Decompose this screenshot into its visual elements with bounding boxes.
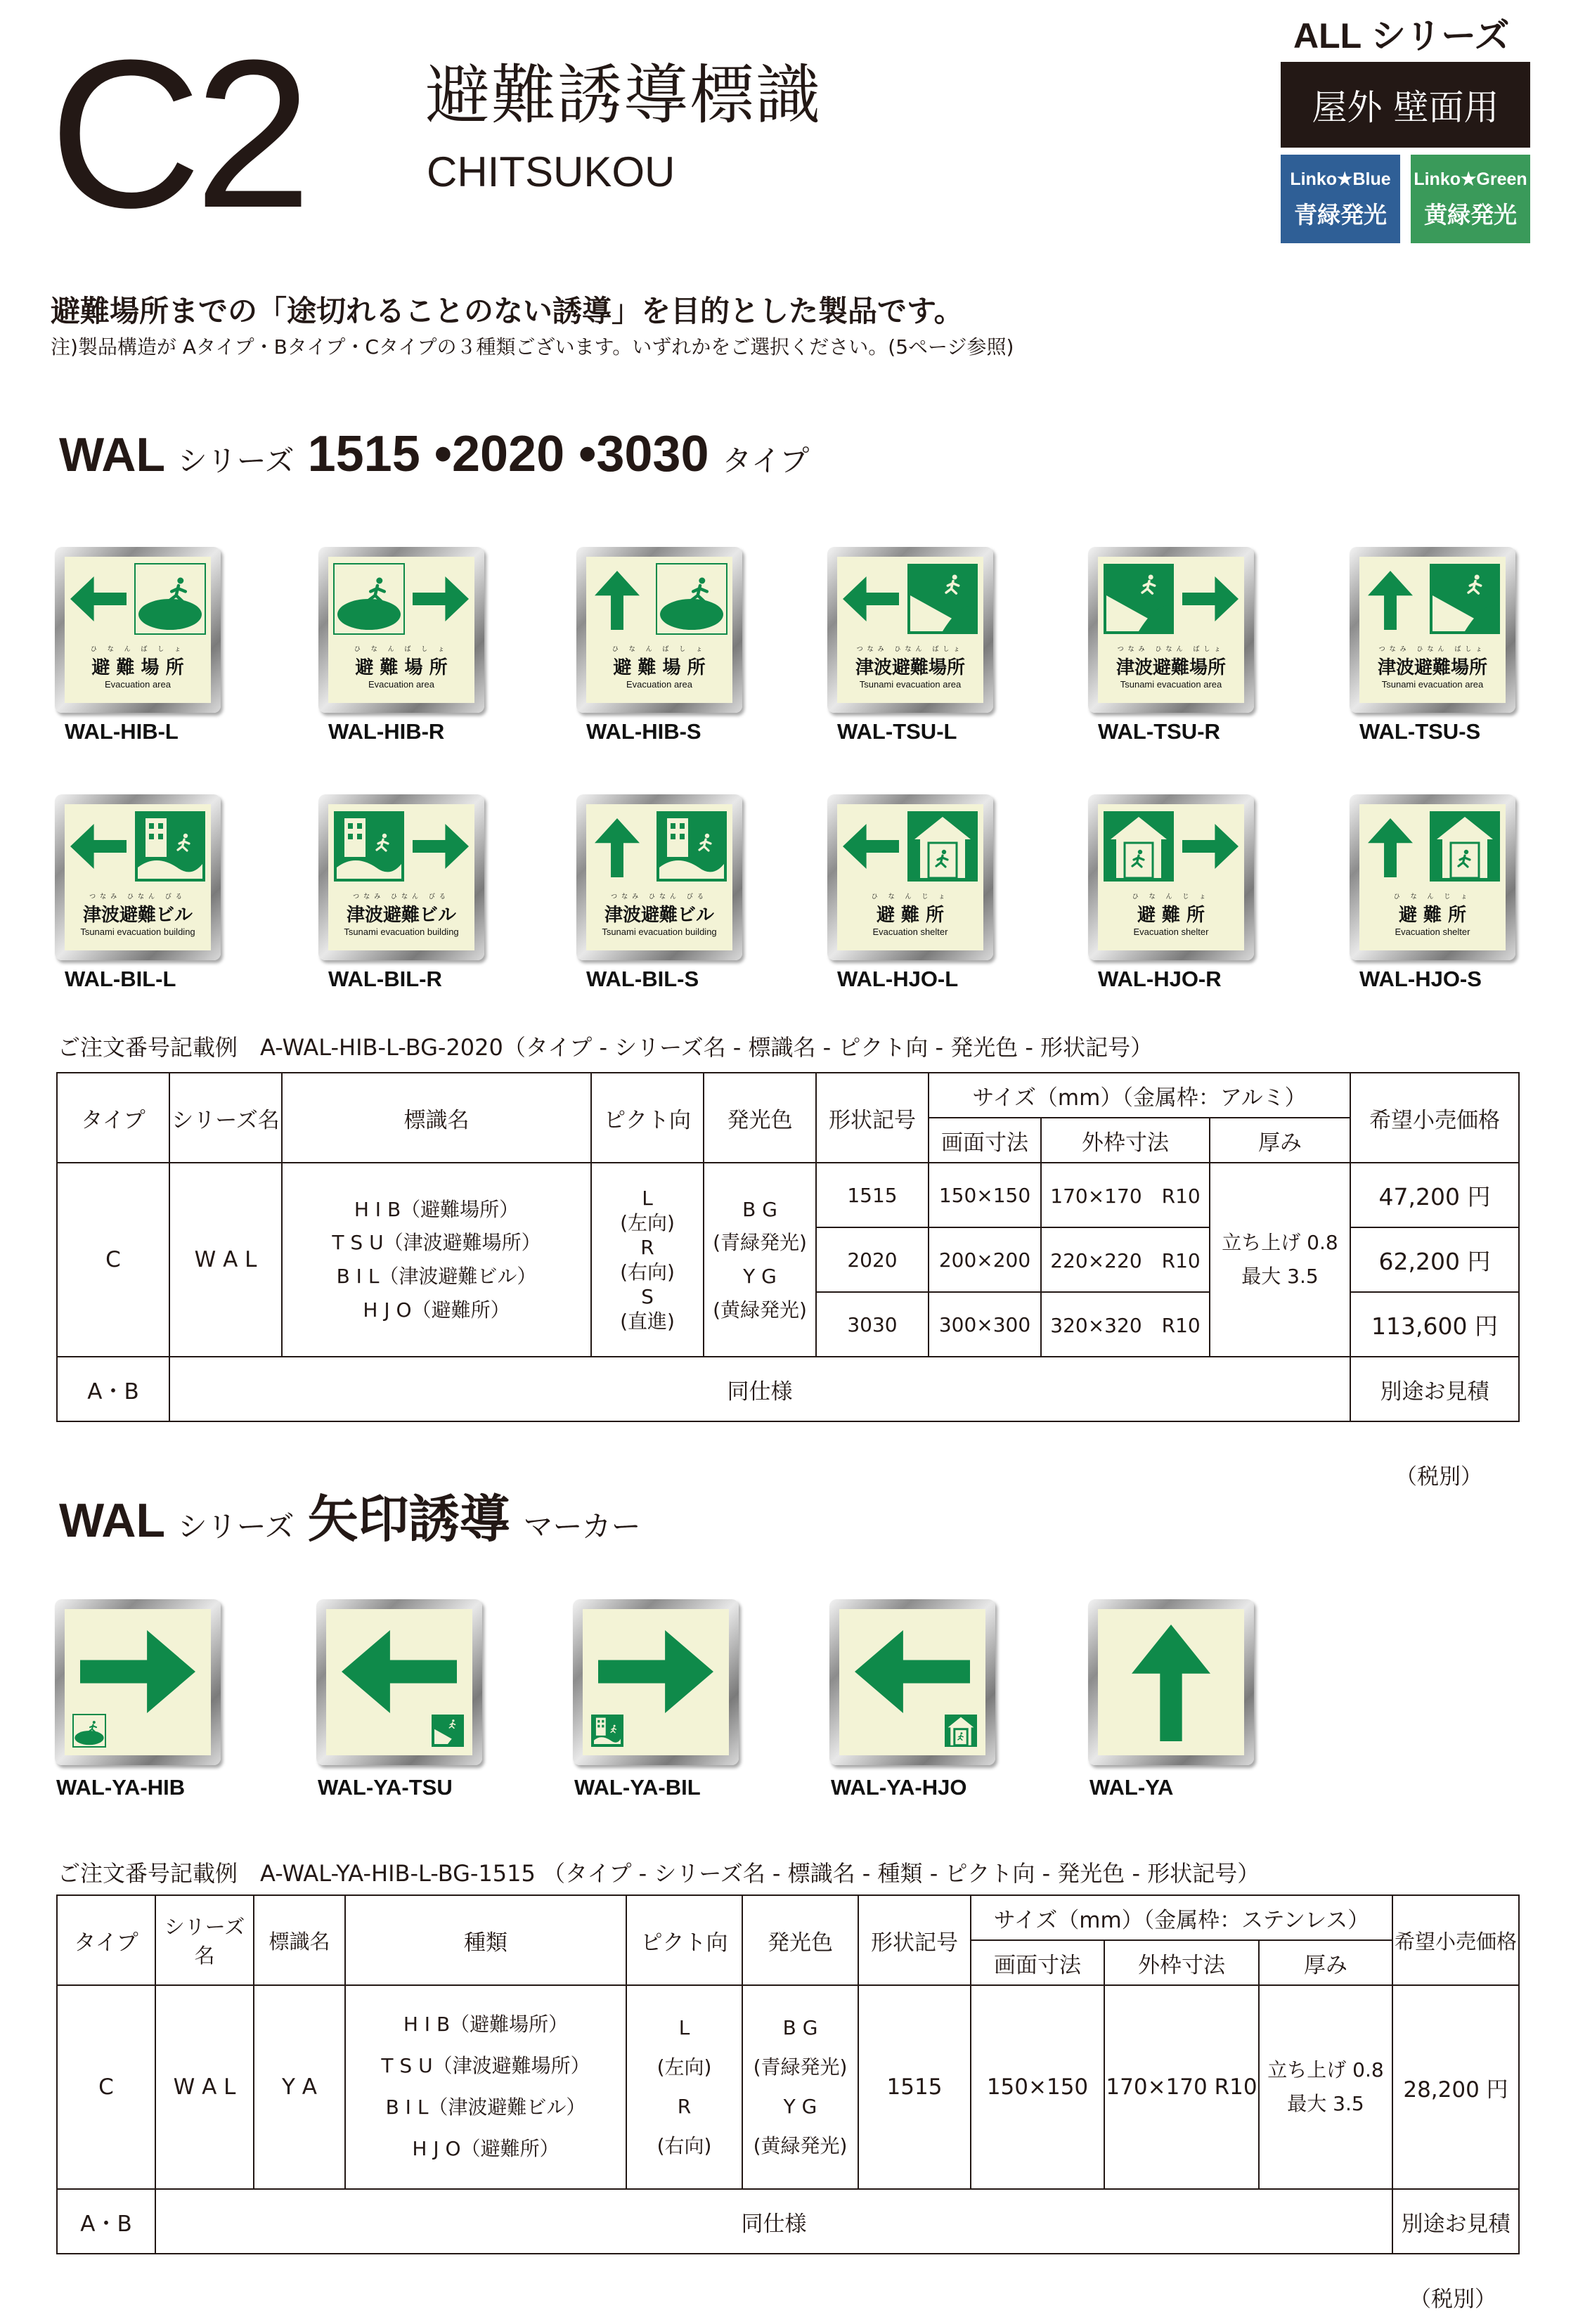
thick-item: 最大 3.5 (1287, 2092, 1364, 2115)
th-outer: 外枠寸法 (1041, 1118, 1210, 1163)
mini-pictogram-icon (945, 1715, 977, 1747)
th-series: シリーズ名 (155, 1895, 254, 1985)
arrow-icon (413, 824, 469, 869)
badge-label: 青緑発光 (1294, 200, 1387, 228)
arrow-icon (1368, 571, 1413, 630)
pict-item: R (677, 2095, 692, 2118)
pict-item: (左向) (620, 1211, 675, 1234)
name-item: T S U（津波避難場所） (332, 1231, 541, 1255)
sign-en-caption: Evacuation shelter (1395, 927, 1470, 937)
sign-jp-caption: 津波避難場所 (855, 657, 965, 678)
sign-graphic (586, 804, 732, 889)
sign-jp-caption: 津波避難ビル (604, 905, 714, 926)
sign-face (65, 557, 211, 703)
sign-jp-caption: 津波避難場所 (1377, 657, 1487, 678)
cell-shape: 3030 (816, 1292, 929, 1357)
badge-green (1411, 155, 1530, 243)
cell-picts (626, 1985, 742, 2189)
section1-title (59, 426, 810, 482)
sign-ruby: ひ な ん じ ょ (1393, 893, 1472, 900)
sign-graphic (1359, 557, 1506, 641)
cell-series: W A L (169, 1163, 282, 1357)
badge-brand: Linko★Blue (1290, 169, 1391, 189)
sign-code-label: WAL-TSU-R (1098, 719, 1220, 744)
cell-price: 62,200 円 (1350, 1227, 1519, 1292)
marker-wal-ya-hjo (829, 1599, 995, 1765)
cell-outer: 170×170 R10 (1041, 1163, 1210, 1227)
sign-jp-caption: 津波避難場所 (1115, 657, 1226, 678)
sign-graphic (837, 557, 983, 641)
price-table-1 (56, 1072, 1520, 1422)
page-subtitle: CHITSUKOU (427, 148, 675, 195)
sign-wal-tsu-l (827, 547, 993, 713)
color-item: Y G (743, 1265, 777, 1288)
sign-en-caption: Tsunami evacuation area (859, 679, 962, 690)
sign-wal-hjo-s (1350, 794, 1515, 960)
sign-wal-bil-l (55, 794, 221, 960)
sign-graphic (1359, 804, 1506, 889)
sign-face (1098, 1609, 1244, 1755)
arrow-icon (855, 1630, 970, 1713)
pictogram-icon (1430, 811, 1500, 882)
marker-code-label: WAL-YA-HIB (56, 1775, 186, 1800)
marker-wal-ya-hib (55, 1599, 221, 1765)
sign-graphic (65, 557, 211, 641)
arrow-icon (1132, 1625, 1210, 1741)
sign-wal-hjo-l (827, 794, 993, 960)
title-series-word: シリーズ (177, 1509, 295, 1544)
page-code: C2 (49, 15, 305, 252)
pictogram-icon (334, 811, 404, 882)
name-item: B I L（津波避難ビル） (336, 1265, 537, 1288)
arrow-icon (1182, 824, 1239, 869)
marker-code-label: WAL-YA-TSU (318, 1775, 453, 1800)
pict-item: (左向) (657, 2055, 712, 2079)
pictogram-icon (1104, 811, 1174, 882)
color-item: (黄緑発光) (753, 2134, 848, 2157)
cell-shape: 1515 (858, 1985, 971, 2189)
sign-ruby: ひ な ん じ ょ (1132, 893, 1210, 900)
sign-ruby: つなみ ひなん びる (611, 893, 708, 900)
color-item: Y G (783, 2095, 817, 2118)
th-price: 希望小売価格 (1392, 1895, 1519, 1985)
pictogram-icon (907, 811, 978, 882)
sign-code-label: WAL-HJO-L (837, 967, 959, 991)
badge-label: 黄緑発光 (1424, 200, 1517, 228)
sign-code-label: WAL-HJO-S (1359, 967, 1482, 991)
kind-item: H J O（避難所） (412, 2136, 560, 2160)
sign-code-label: WAL-TSU-L (837, 719, 957, 744)
title-series-word: シリーズ (177, 444, 295, 478)
arrow-icon (598, 1630, 713, 1713)
pict-item: (直進) (620, 1310, 675, 1333)
cell-price: 28,200 円 (1392, 1985, 1519, 2189)
color-item: (黄緑発光) (713, 1298, 807, 1322)
marker-graphic (326, 1609, 472, 1755)
badge-blue (1281, 155, 1400, 243)
sign-ruby: つなみ ひなん ばしょ (1378, 646, 1487, 653)
pict-item: L (642, 1187, 653, 1210)
cell-picts (591, 1163, 704, 1357)
sign-wal-hjo-r (1088, 794, 1254, 960)
sign-code-label: WAL-TSU-S (1359, 719, 1481, 744)
sign-graphic (328, 804, 474, 889)
sign-en-caption: Tsunami evacuation building (602, 927, 717, 937)
sign-wal-bil-r (318, 794, 484, 960)
sign-face (65, 1609, 211, 1755)
arrow-icon (595, 571, 640, 630)
arrow-icon (413, 576, 469, 621)
sign-code-label: WAL-HJO-R (1098, 967, 1222, 991)
sign-code-label: WAL-HIB-L (65, 719, 179, 744)
sign-face (328, 557, 474, 703)
pict-item: (右向) (620, 1260, 675, 1284)
cell-signname: Y A (254, 1985, 345, 2189)
sign-wal-tsu-r (1088, 547, 1254, 713)
usage-box: 屋外 壁面用 (1281, 62, 1530, 148)
sign-wal-tsu-s (1350, 547, 1515, 713)
sign-en-caption: Evacuation area (368, 679, 434, 690)
cell-names (282, 1163, 591, 1357)
title-series-code: WAL (59, 428, 164, 482)
color-item: B G (742, 1197, 777, 1221)
sign-en-caption: Tsunami evacuation area (1120, 679, 1222, 690)
thick-item: 立ち上げ 0.8 (1267, 2058, 1384, 2082)
tax-note-1: （税別） (1395, 1464, 1482, 1490)
pictogram-icon (135, 811, 205, 882)
arrow-icon (70, 576, 127, 621)
sign-graphic (586, 557, 732, 641)
title-marker-word: マーカー (523, 1509, 641, 1544)
sign-face (326, 1609, 472, 1755)
cell-outer: 220×220 R10 (1041, 1227, 1210, 1292)
pict-item: R (640, 1236, 654, 1259)
sign-graphic (1098, 804, 1244, 889)
cell-type: C (57, 1985, 155, 2189)
arrow-icon (843, 824, 899, 869)
sign-ruby: つなみ ひなん ばしょ (856, 646, 964, 653)
name-item: H I B（避難場所） (354, 1197, 519, 1221)
marker-graphic (583, 1609, 729, 1755)
pictogram-icon (135, 564, 205, 634)
order-example-1: ご注文番号記載例 A-WAL-HIB-L-BG-2020（タイプ - シリーズ名 - 標識名 - ピクト向 - 発光色 - 形状記号） (58, 1034, 1153, 1061)
kind-item: B I L（津波避難ビル） (385, 2096, 586, 2119)
th-screen: 画面寸法 (971, 1940, 1104, 1985)
sign-face (65, 804, 211, 950)
sign-en-caption: Tsunami evacuation building (80, 927, 195, 937)
title-series-code: WAL (59, 1494, 164, 1547)
th-type: タイプ (57, 1073, 169, 1163)
cell-screen: 300×300 (929, 1292, 1041, 1357)
title-marker-jp: 矢印誘導 (307, 1490, 510, 1549)
arrow-icon (342, 1630, 457, 1713)
cell-screen: 200×200 (929, 1227, 1041, 1292)
pict-item: (右向) (657, 2134, 712, 2157)
sign-jp-caption: 津波避難ビル (346, 905, 456, 926)
price-table-2 (56, 1894, 1520, 2254)
sign-face (583, 1609, 729, 1755)
arrow-icon (80, 1630, 195, 1713)
sign-face (837, 557, 983, 703)
sign-ruby: ひ な ん ば し ょ (354, 646, 449, 653)
th-pict: ピクト向 (591, 1073, 704, 1163)
marker-graphic (1098, 1609, 1244, 1755)
cell-series: W A L (155, 1985, 254, 2189)
th-signname: 標識名 (254, 1895, 345, 1985)
sign-face (1359, 557, 1506, 703)
cell-ab-spec: 同仕様 (169, 1357, 1350, 1421)
cell-price: 47,200 円 (1350, 1163, 1519, 1227)
sign-face (839, 1609, 985, 1755)
sign-en-caption: Evacuation area (626, 679, 692, 690)
cell-ab-spec: 同仕様 (155, 2189, 1392, 2254)
sign-graphic (65, 804, 211, 889)
color-item: B G (782, 2016, 818, 2039)
title-type-word: タイプ (722, 444, 810, 478)
sign-code-label: WAL-BIL-R (328, 967, 442, 991)
th-shape: 形状記号 (858, 1895, 971, 1985)
th-outer: 外枠寸法 (1104, 1940, 1259, 1985)
th-screen: 画面寸法 (929, 1118, 1041, 1163)
marker-graphic (65, 1609, 211, 1755)
cell-colors (742, 1985, 858, 2189)
marker-code-label: WAL-YA-HJO (831, 1775, 967, 1800)
cell-colors (704, 1163, 816, 1357)
arrow-icon (70, 824, 127, 869)
thick-item: 最大 3.5 (1241, 1265, 1319, 1288)
sign-ruby: ひ な ん じ ょ (871, 893, 950, 900)
th-shape: 形状記号 (816, 1073, 929, 1163)
th-thick: 厚み (1210, 1118, 1350, 1163)
sign-en-caption: Evacuation area (105, 679, 171, 690)
pictogram-icon (334, 564, 404, 634)
sign-ruby: ひ な ん ば し ょ (612, 646, 707, 653)
name-item: H J O（避難所） (363, 1298, 510, 1322)
sign-ruby: つなみ ひなん ばしょ (1117, 646, 1225, 653)
arrow-icon (1182, 576, 1239, 621)
sign-jp-caption: 避 難 場 所 (355, 657, 448, 678)
sign-wal-hib-l (55, 547, 221, 713)
sign-face (1359, 804, 1506, 950)
badge-brand: Linko★Green (1414, 169, 1527, 189)
arrow-icon (843, 576, 899, 621)
sign-code-label: WAL-HIB-S (586, 719, 701, 744)
arrow-icon (595, 818, 640, 877)
kind-item: H I B（避難場所） (403, 2013, 569, 2036)
th-color: 発光色 (704, 1073, 816, 1163)
sign-ruby: つなみ ひなん びる (353, 893, 450, 900)
sign-code-label: WAL-HIB-R (328, 719, 445, 744)
lead-text: 避難場所までの「途切れることのない誘導」を目的とした製品です。 (51, 294, 964, 328)
cell-kinds (345, 1985, 626, 2189)
pict-item: L (678, 2016, 690, 2039)
cell-screen: 150×150 (971, 1985, 1104, 2189)
th-kind: 種類 (345, 1895, 626, 1985)
pictogram-icon (907, 564, 978, 634)
marker-wal-ya-tsu (316, 1599, 482, 1765)
sign-en-caption: Evacuation shelter (1133, 927, 1209, 937)
sign-face (1098, 557, 1244, 703)
th-price: 希望小売価格 (1350, 1073, 1519, 1163)
cell-screen: 150×150 (929, 1163, 1041, 1227)
cell-ab-price: 別途お見積 (1392, 2189, 1519, 2254)
marker-graphic (839, 1609, 985, 1755)
sign-graphic (837, 804, 983, 889)
arrow-icon (1368, 818, 1413, 877)
sign-ruby: ひ な ん ば し ょ (90, 646, 186, 653)
marker-code-label: WAL-YA-BIL (574, 1775, 701, 1800)
pictogram-icon (1430, 564, 1500, 634)
th-pict: ピクト向 (626, 1895, 742, 1985)
sign-jp-caption: 避 難 場 所 (91, 657, 184, 678)
sign-en-caption: Tsunami evacuation building (344, 927, 459, 937)
sign-wal-hib-s (576, 547, 742, 713)
cell-ab-type: A・B (57, 1357, 169, 1421)
mini-pictogram-icon (73, 1715, 105, 1747)
sign-graphic (1098, 557, 1244, 641)
sign-face (586, 557, 732, 703)
th-series: シリーズ名 (169, 1073, 282, 1163)
cell-price: 113,600 円 (1350, 1292, 1519, 1357)
note-text: 注)製品構造が Aタイプ・Bタイプ・Cタイプの３種類ございます。いずれかをご選択ください。(5ページ参照) (51, 335, 1014, 359)
series-label: ALL シリーズ (1293, 16, 1510, 56)
sign-jp-caption: 避 難 所 (1137, 905, 1205, 926)
cell-thick (1210, 1163, 1350, 1357)
cell-ab-price: 別途お見積 (1350, 1357, 1519, 1421)
th-type: タイプ (57, 1895, 155, 1985)
sign-jp-caption: 避 難 場 所 (613, 657, 706, 678)
pictogram-icon (657, 564, 727, 634)
pict-item: S (641, 1285, 654, 1308)
thick-item: 立ち上げ 0.8 (1222, 1231, 1338, 1255)
sign-code-label: WAL-BIL-L (65, 967, 176, 991)
sign-code-label: WAL-BIL-S (586, 967, 699, 991)
sign-en-caption: Evacuation shelter (872, 927, 948, 937)
sign-wal-hib-r (318, 547, 484, 713)
cell-outer: 170×170 R10 (1104, 1985, 1259, 2189)
sign-face (1098, 804, 1244, 950)
sign-jp-caption: 避 難 所 (876, 905, 945, 926)
th-thick: 厚み (1259, 1940, 1392, 1985)
cell-outer: 320×320 R10 (1041, 1292, 1210, 1357)
th-size: サイズ（mm）（金属枠：ステンレス） (971, 1895, 1392, 1940)
kind-item: T S U（津波避難場所） (381, 2054, 590, 2078)
sign-face (837, 804, 983, 950)
mini-pictogram-icon (432, 1715, 464, 1747)
marker-code-label: WAL-YA (1089, 1775, 1174, 1800)
color-item: (青緑発光) (713, 1231, 807, 1255)
th-size: サイズ（mm）（金属枠：アルミ） (929, 1073, 1350, 1118)
sign-wal-bil-s (576, 794, 742, 960)
cell-shape: 1515 (816, 1163, 929, 1227)
section2-title (59, 1490, 641, 1549)
tax-note-2: （税別） (1409, 2287, 1496, 2312)
sign-face (586, 804, 732, 950)
sign-graphic (328, 557, 474, 641)
sign-face (328, 804, 474, 950)
sign-en-caption: Tsunami evacuation area (1381, 679, 1484, 690)
marker-wal-ya-bil (573, 1599, 739, 1765)
sign-jp-caption: 津波避難ビル (82, 905, 193, 926)
page-title: 避難誘導標識 (425, 58, 822, 133)
cell-ab-type: A・B (57, 2189, 155, 2254)
marker-wal-ya (1088, 1599, 1254, 1765)
mini-pictogram-icon (591, 1715, 623, 1747)
order-example-2: ご注文番号記載例 A-WAL-YA-HIB-L-BG-1515 （タイプ - シリーズ名 - 標識名 - 種類 - ピクト向 - 発光色 - 形状記号） (58, 1860, 1260, 1887)
sign-ruby: つなみ ひなん びる (89, 893, 186, 900)
cell-thick (1259, 1985, 1392, 2189)
th-name: 標識名 (282, 1073, 591, 1163)
color-item: (青緑発光) (753, 2055, 848, 2079)
pictogram-icon (1104, 564, 1174, 634)
cell-shape: 2020 (816, 1227, 929, 1292)
sign-jp-caption: 避 難 所 (1398, 905, 1467, 926)
cell-type: C (57, 1163, 169, 1357)
th-color: 発光色 (742, 1895, 858, 1985)
pictogram-icon (657, 811, 727, 882)
title-sizes: 1515 •2020 •3030 (307, 426, 709, 482)
